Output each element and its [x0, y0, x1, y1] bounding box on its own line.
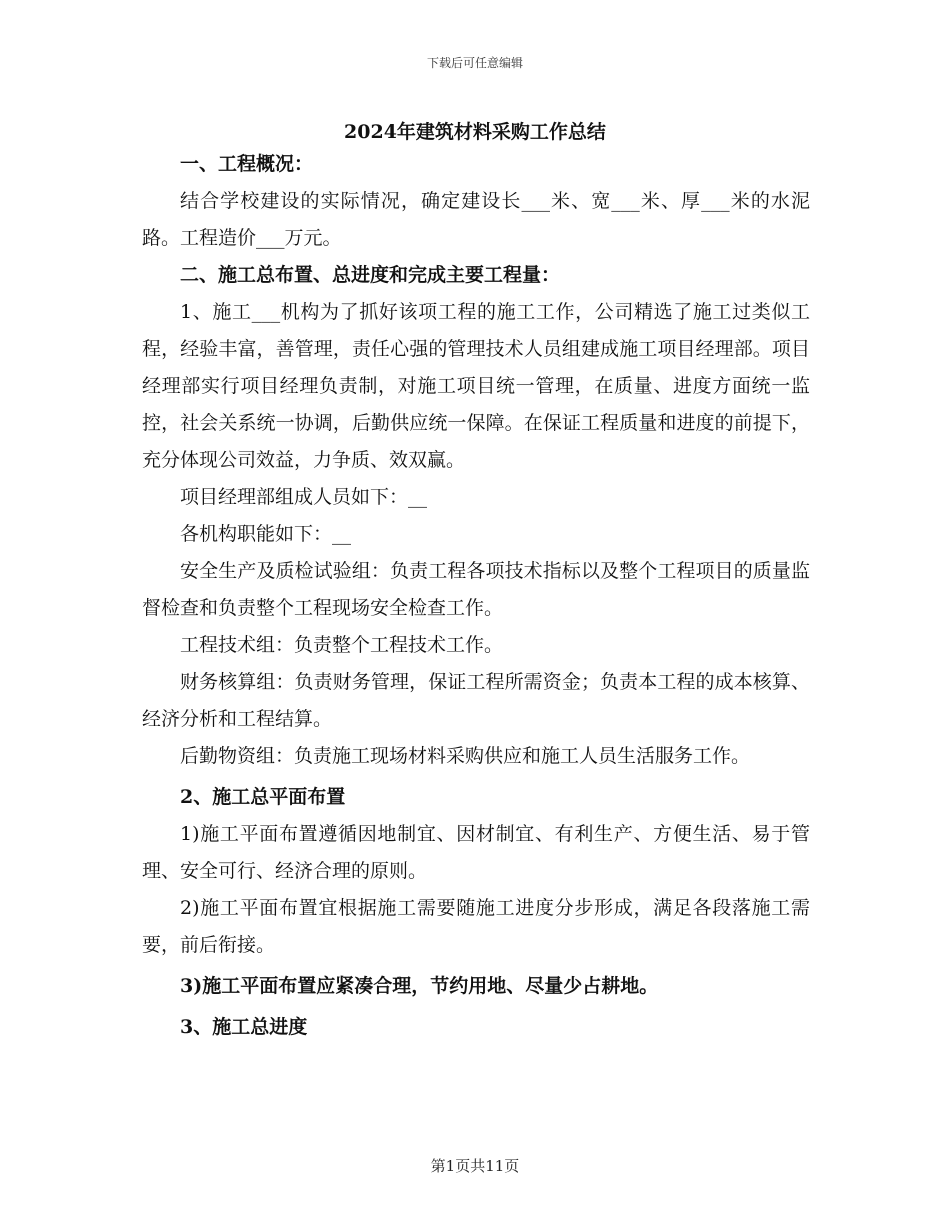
page-header: 下载后可任意编辑 — [426, 56, 523, 70]
paragraph-overview: 结合学校建设的实际情况，确定建设长___米、宽___米、厚___米的水泥路。工程造价___万元。 — [142, 190, 810, 249]
paragraph-members: 项目经理部组成人员如下：__ — [180, 486, 428, 508]
section-heading-overview: 一、工程概况： — [180, 153, 314, 175]
subsection-heading-progress: 3、施工总进度 — [180, 1016, 308, 1038]
paragraph-layout-rule-2: 2)施工平面布置宜根据施工需要随施工进度分步形成，满足各段落施工需要，前后衔接。 — [142, 897, 810, 956]
paragraph-safety-group: 安全生产及质检试验组：负责工程各项技术指标以及整个工程项目的质量监督检查和负责整个工程现场安全检查工作。 — [142, 560, 810, 619]
document-body — [142, 146, 810, 1046]
paragraph-organization: 1、施工___机构为了抓好该项工程的施工工作，公司精选了施工过类似工程，经验丰富，善管理，责任心强的管理技术人员组建成施工项目经理部。项目经理部实行项目经理负责制，对施工项目统一管理，在质量、进度方面统一监控，社会关系统一协调，后勤供应统一保障。在保证工程质量和进度的前提下，充分体现公司效益，力争质、效双赢。 — [142, 301, 810, 471]
section-heading-layout-progress: 二、施工总布置、总进度和完成主要工程量： — [180, 264, 561, 286]
paragraph-layout-rule-1: 1)施工平面布置遵循因地制宜、因材制宜、有利生产、方便生活、易于管理、安全可行、经济合理的原则。 — [142, 823, 810, 882]
paragraph-tech-group: 工程技术组：负责整个工程技术工作。 — [180, 634, 504, 656]
page-footer: 第1页共11页 — [430, 1157, 520, 1175]
paragraph-finance-group: 财务核算组：负责财务管理，保证工程所需资金；负责本工程的成本核算、经济分析和工程结算。 — [142, 671, 810, 730]
document-title: 2024年建筑材料采购工作总结 — [344, 121, 606, 143]
paragraph-logistics-group: 后勤物资组：负责施工现场材料采购供应和施工人员生活服务工作。 — [180, 745, 751, 767]
paragraph-layout-rule-3: 3)施工平面布置应紧凑合理，节约用地、尽量少占耕地。 — [180, 975, 659, 997]
paragraph-functions: 各机构职能如下：__ — [180, 523, 352, 545]
subsection-heading-site-layout: 2、施工总平面布置 — [180, 786, 346, 808]
